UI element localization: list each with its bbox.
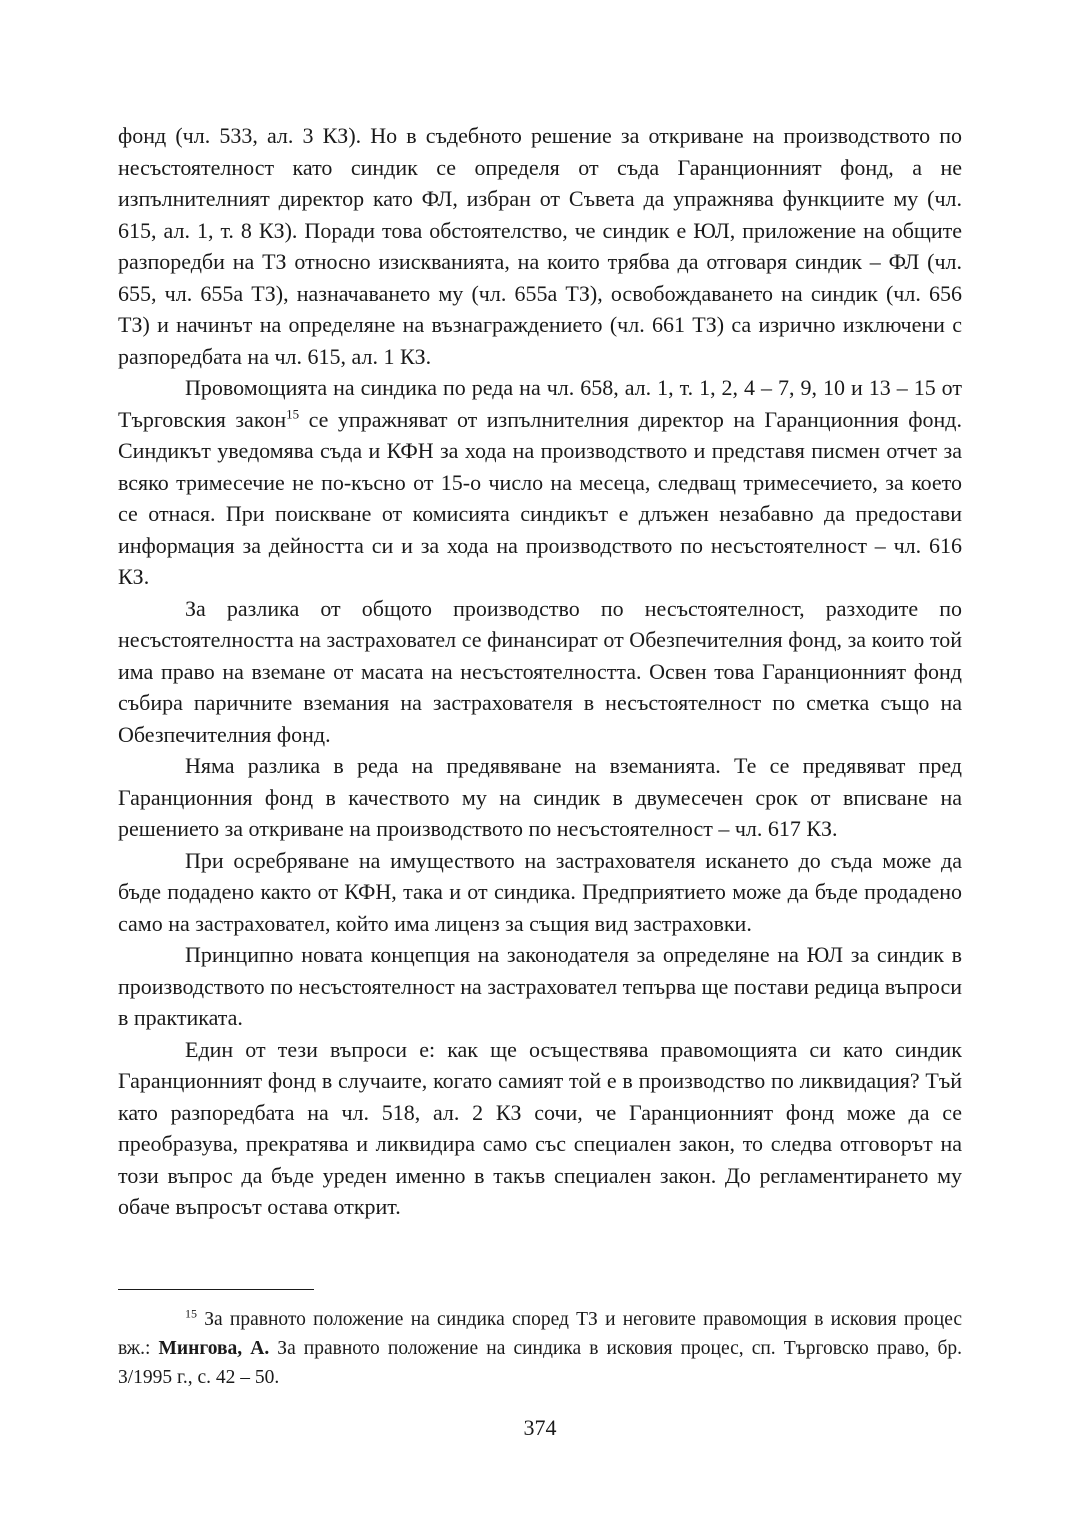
paragraph-7: Един от тези въпроси е: как ще осъществява правомощията си като синдик Гаранционният фонд в случаите, когато самият той е в производство по ликвидация? Тъй като разпоредбата на чл. 518, ал. 2 КЗ сочи, че Гаранционният фонд може да се преобразува, прекратява и ликвидира само със специален закон, то следва отговорът на този въпрос да бъде уреден именно в такъв специален закон. До регламентирането му обаче въпросът остава открит. bbox=[118, 1036, 962, 1219]
footnote-text bbox=[118, 1305, 962, 1392]
paragraph-2 bbox=[118, 372, 962, 593]
footnote-text-after-author: За правното положение на синдика в исковия процес, сп. Търговско право, бр. 3/1995 г., с. 42 – 50. bbox=[118, 1338, 962, 1388]
body-text bbox=[118, 120, 962, 1223]
footnote-number: 15 bbox=[185, 1306, 197, 1321]
footnote-reference[interactable]: 15 bbox=[286, 406, 300, 422]
paragraph-2-text-after-ref: се упражняват от изпълнителния директор на Гаранционния фонд. Синдикът уведомява съда и КФН за хода на производството и представя писмен отчет за всяко тримесечие не по-късно от 15-о число на месеца, следващ тримесечието, за което се отнася. При поискване от комисията синдикът е длъжен незабавно да предостави информация за дейността си и за хода на производството по несъстоятелност – чл. 616 КЗ. bbox=[118, 406, 962, 589]
paragraph-1: фонд (чл. 533, ал. 3 КЗ). Но в съдебното решение за откриване на производството по несъстоятелност като синдик се определя от съда Гаранционният фонд, а не изпълнителният директор като ФЛ, избран от Съвета да упражнява функциите му (чл. 615, ал. 1, т. 8 КЗ). Поради това обстоятелство, че синдик е ЮЛ, приложение на общите разпоредби на ТЗ относно изискванията, на които трябва да отговаря синдик – ФЛ (чл. 655, чл. 655а ТЗ), назначаването му (чл. 655а ТЗ), освобождаването на синдик (чл. 656 ТЗ) и начинът на определяне на възнаграждението (чл. 661 ТЗ) са изрично изключени с разпоредбата на чл. 615, ал. 1 КЗ. bbox=[118, 123, 962, 369]
footnote-author: Мингова, А. bbox=[158, 1338, 270, 1359]
footnote bbox=[118, 1305, 962, 1392]
paragraph-4: Няма разлика в реда на предявяване на вземанията. Те се предявяват пред Гаранционния фонд в качеството му на синдик в двумесечен срок от вписване на решението за откриване на производството по несъстоятелност – чл. 617 КЗ. bbox=[118, 753, 962, 841]
page-number: 374 bbox=[523, 1415, 557, 1440]
paragraph-6: Принципно новата концепция на законодателя за определяне на ЮЛ за синдик в производството по несъстоятелност на застраховател тепърва ще постави редица въпроси в практиката. bbox=[118, 942, 962, 1030]
paragraph-2-text-before-ref: Провомощията на синдика по реда на чл. 658, ал. 1, т. 1, 2, 4 – 7, 9, 10 и 13 – 15 от Търговския закон bbox=[118, 375, 962, 432]
footnote-divider bbox=[118, 1289, 314, 1290]
paragraph-3: За разлика от общото производство по несъстоятелност, разходите по несъстоятелността на застраховател се финансират от Обезпечителния фонд, за които той има право на вземане от масата на несъстоятелността. Освен това Гаранционният фонд събира паричните вземания на застрахователя в несъстоятелност по сметка също на Обезпечителния фонд. bbox=[118, 595, 962, 747]
paragraph-5: При осребряване на имуществото на застрахователя искането до съда може да бъде подадено както от КФН, така и от синдика. Предприятието може да бъде продадено само на застраховател, който има лиценз за същия вид застраховки. bbox=[118, 847, 962, 936]
footnote-text-before-author: За правното положение на синдика според ТЗ и неговите правомощия в исковия процес вж.: bbox=[118, 1309, 962, 1359]
